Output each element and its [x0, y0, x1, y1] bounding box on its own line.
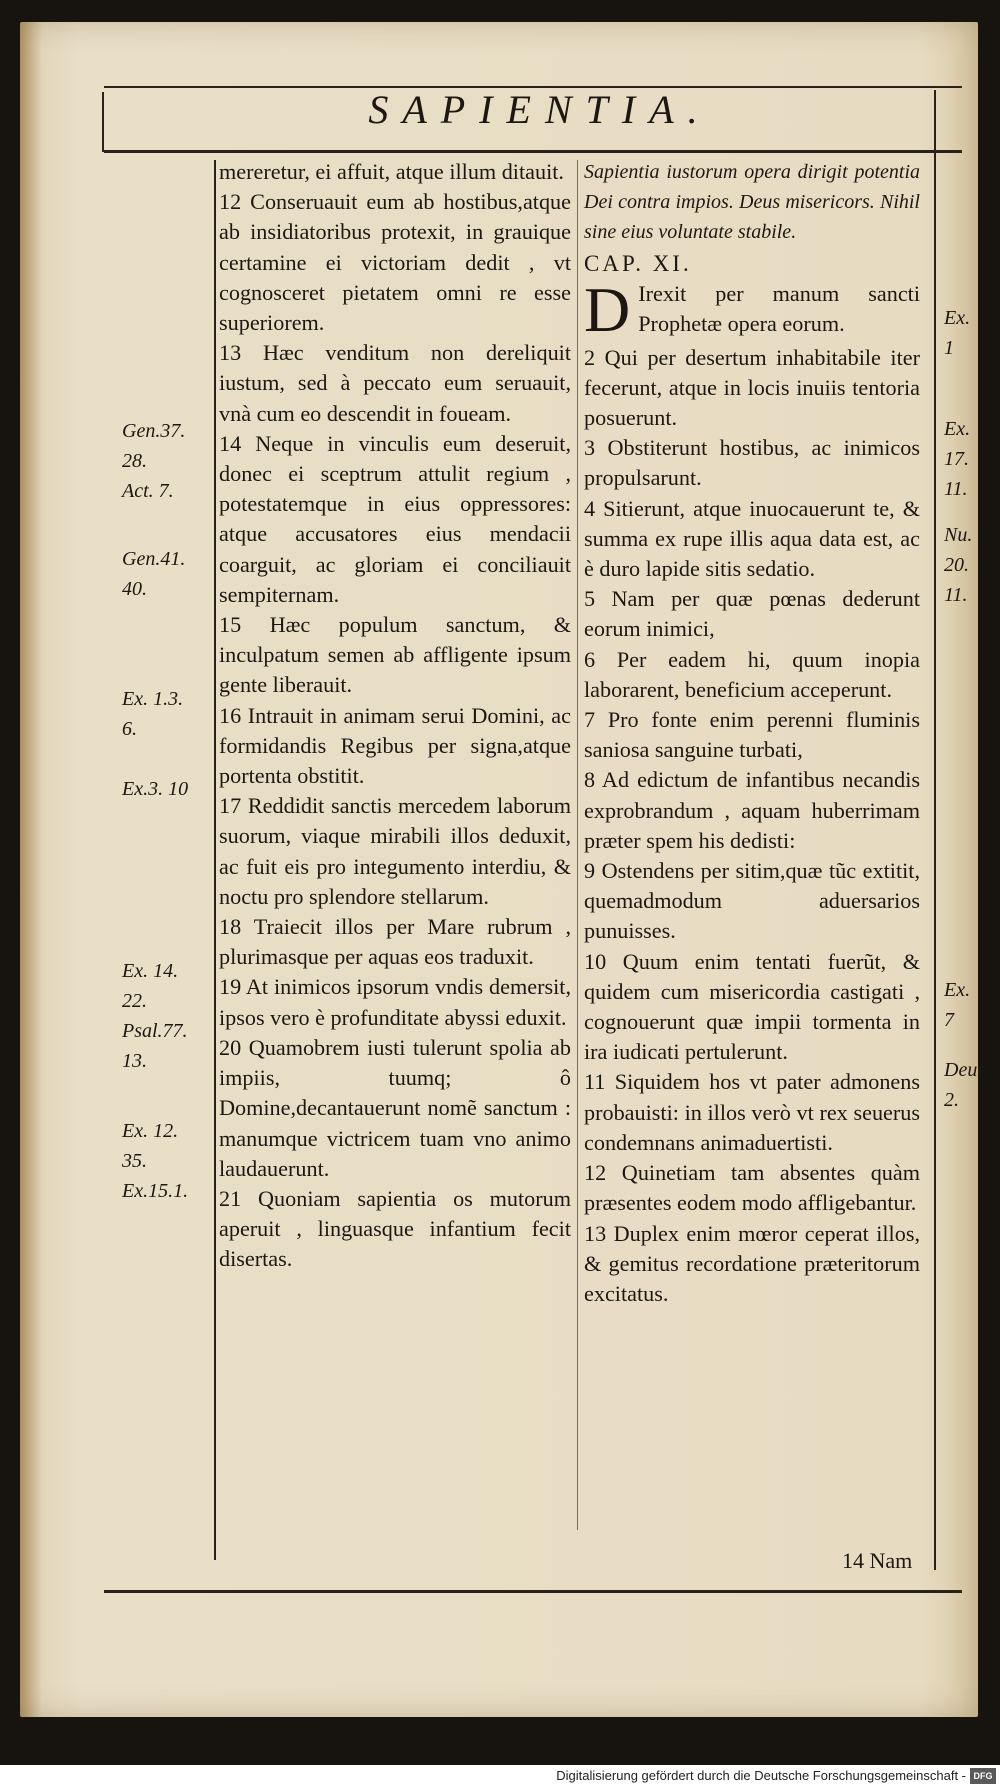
left-outer-rule	[102, 92, 104, 152]
first-verse: Irexit per manum sancti Prophetæ opera eorum.	[638, 280, 920, 336]
verse-paragraph: 11 Siquidem hos vt pater admonens probauisti: in illos verò vt rex seuerus condemnans animaduertisti.	[584, 1069, 920, 1155]
verse-paragraph: 16 Intrauit in animam serui Domini, ac formidandis Regibus per signa,atque portenta obstitit.	[219, 702, 571, 789]
right-verses	[584, 343, 920, 1310]
margin-reference-right: Ex. 1	[944, 307, 971, 359]
margin-reference: Gen.41. 40.	[122, 548, 186, 600]
drop-cap: D	[584, 278, 631, 343]
verse-paragraph: 7 Pro fonte enim perenni fluminis saniosa sanguine turbati,	[584, 707, 920, 763]
verse-paragraph: 14 Neque in vinculis eum deseruit, donec ei sceptrum attulit regium , potestatemque in eius oppressores: atque accusatores eius mendacii coarguit, ac gloriam ei conciliauit sempiternam.	[219, 430, 571, 607]
verse-paragraph: 9 Ostendens per sitim,quæ tũc extitit, quemadmodum aduersarios punuisses.	[584, 858, 920, 944]
dfg-logo: DFG	[970, 1768, 996, 1784]
first-verse-block	[584, 279, 920, 343]
verse-paragraph: 13 Hæc venditum non dereliquit iustum, sed à peccato eum seruauit, vnà cum eo descendit in foueam.	[219, 340, 571, 426]
chapter-summary: Sapientia iustorum opera dirigit potentia Dei contra impios. Deus misericors. Nihil sine eius voluntate stabile.	[584, 161, 920, 244]
right-margin-rule	[934, 90, 936, 1570]
right-text-column	[584, 157, 920, 1309]
footer-rule	[104, 1590, 962, 1593]
margin-reference-right: Ex. 17. 11.	[944, 418, 971, 500]
footer-credit: Digitalisierung gefördert durch die Deutsche Forschungsgemeinschaft -	[556, 1768, 966, 1783]
verse-paragraph: mereretur, ei affuit, atque illum ditauit.	[219, 159, 564, 184]
verse-paragraph: 12 Quinetiam tam absentes quàm præsentes eodem modo affligebantur.	[584, 1160, 920, 1216]
margin-reference: Ex. 14. 22. Psal.77. 13.	[122, 960, 188, 1072]
verse-paragraph: 17 Reddidit sanctis mercedem laborum suorum, viaque mirabili illos deduxit, ac fuit eis pro integumento interdiu, & noctu pro splendore stellarum.	[219, 793, 571, 909]
verse-paragraph: 2 Qui per desertum inhabitabile iter fecerunt, atque in locis inuiis tentoria posuerunt.	[584, 344, 920, 431]
verse-paragraph: 20 Quamobrem iusti tulerunt spolia ab impiis, tuumq; ô Domine,decantauerunt nomẽ sanctum : manumque victricem tuam vno animo laudauerunt.	[219, 1034, 571, 1181]
verse-paragraph: 8 Ad edictum de infantibus necandis exprobrandum , aquam huberrimam præter spem his dedisti:	[584, 767, 920, 853]
margin-reference-right: Deut 2.	[944, 1059, 983, 1111]
verse-paragraph: 19 At inimicos ipsorum vndis demersit, ipsos vero è profunditate abyssi eduxit.	[219, 974, 571, 1030]
verse-paragraph: 12 Conseruauit eum ab hostibus,atque ab insidiatoribus protexit, in grauique certamine ei victoriam dedit , vt cognosceret pietatem omni re esse superiorem.	[219, 189, 571, 336]
verse-paragraph: 10 Quum enim tentati fuerũt, & quidem cum misericordia castigati , cognouerunt quæ impii tormenta in ira iudicati pertulerunt.	[584, 948, 920, 1065]
verse-paragraph: 5 Nam per quæ pœnas dederunt eorum inimici,	[584, 586, 920, 642]
verse-paragraph: 18 Traiecit illos per Mare rubrum , plurimasque per aquas eos traduxit.	[219, 914, 571, 970]
margin-reference: Gen.37. 28.	[122, 420, 186, 472]
verse-paragraph: 15 Hæc populum sanctum, & inculpatum semen ab affligente ipsum gente liberauit.	[219, 612, 571, 698]
left-margin-rule	[214, 160, 216, 1560]
left-text-column	[219, 157, 571, 1275]
margin-reference: Ex. 12. 35. Ex.15.1.	[122, 1120, 189, 1202]
verse-paragraph: 13 Duplex enim mœror ceperat illos, & gemitus recordatione præteritorum excitatus.	[584, 1220, 920, 1306]
verse-paragraph: 6 Per eadem hi, quum inopia laborarent, beneficium acceperunt.	[584, 646, 920, 702]
verse-paragraph: 3 Obstiterunt hostibus, ac inimicos propulsarunt.	[584, 435, 920, 491]
margin-reference-right: Nu. 20. 11.	[944, 524, 973, 606]
margin-reference: Act. 7.	[122, 480, 174, 502]
verse-paragraph: 21 Quoniam sapientia os mutorum aperuit , linguasque infantium fecit disertas.	[219, 1185, 571, 1272]
margin-reference-right: Ex. 7	[944, 979, 971, 1031]
catchword: 14 Nam	[842, 1548, 913, 1573]
header-rule-bottom	[104, 150, 962, 153]
verse-paragraph: 4 Sitierunt, atque inuocauerunt te, & summa ex rupe illis aqua data est, ac è duro lapide sitis sedatio.	[584, 495, 920, 582]
running-title: SAPIENTIA.	[368, 87, 712, 132]
chapter-heading: CAP. XI.	[584, 250, 692, 276]
column-divider	[577, 160, 578, 1530]
margin-reference: Ex. 1.3. 6.	[122, 688, 184, 740]
margin-reference: Ex.3. 10	[122, 778, 189, 800]
